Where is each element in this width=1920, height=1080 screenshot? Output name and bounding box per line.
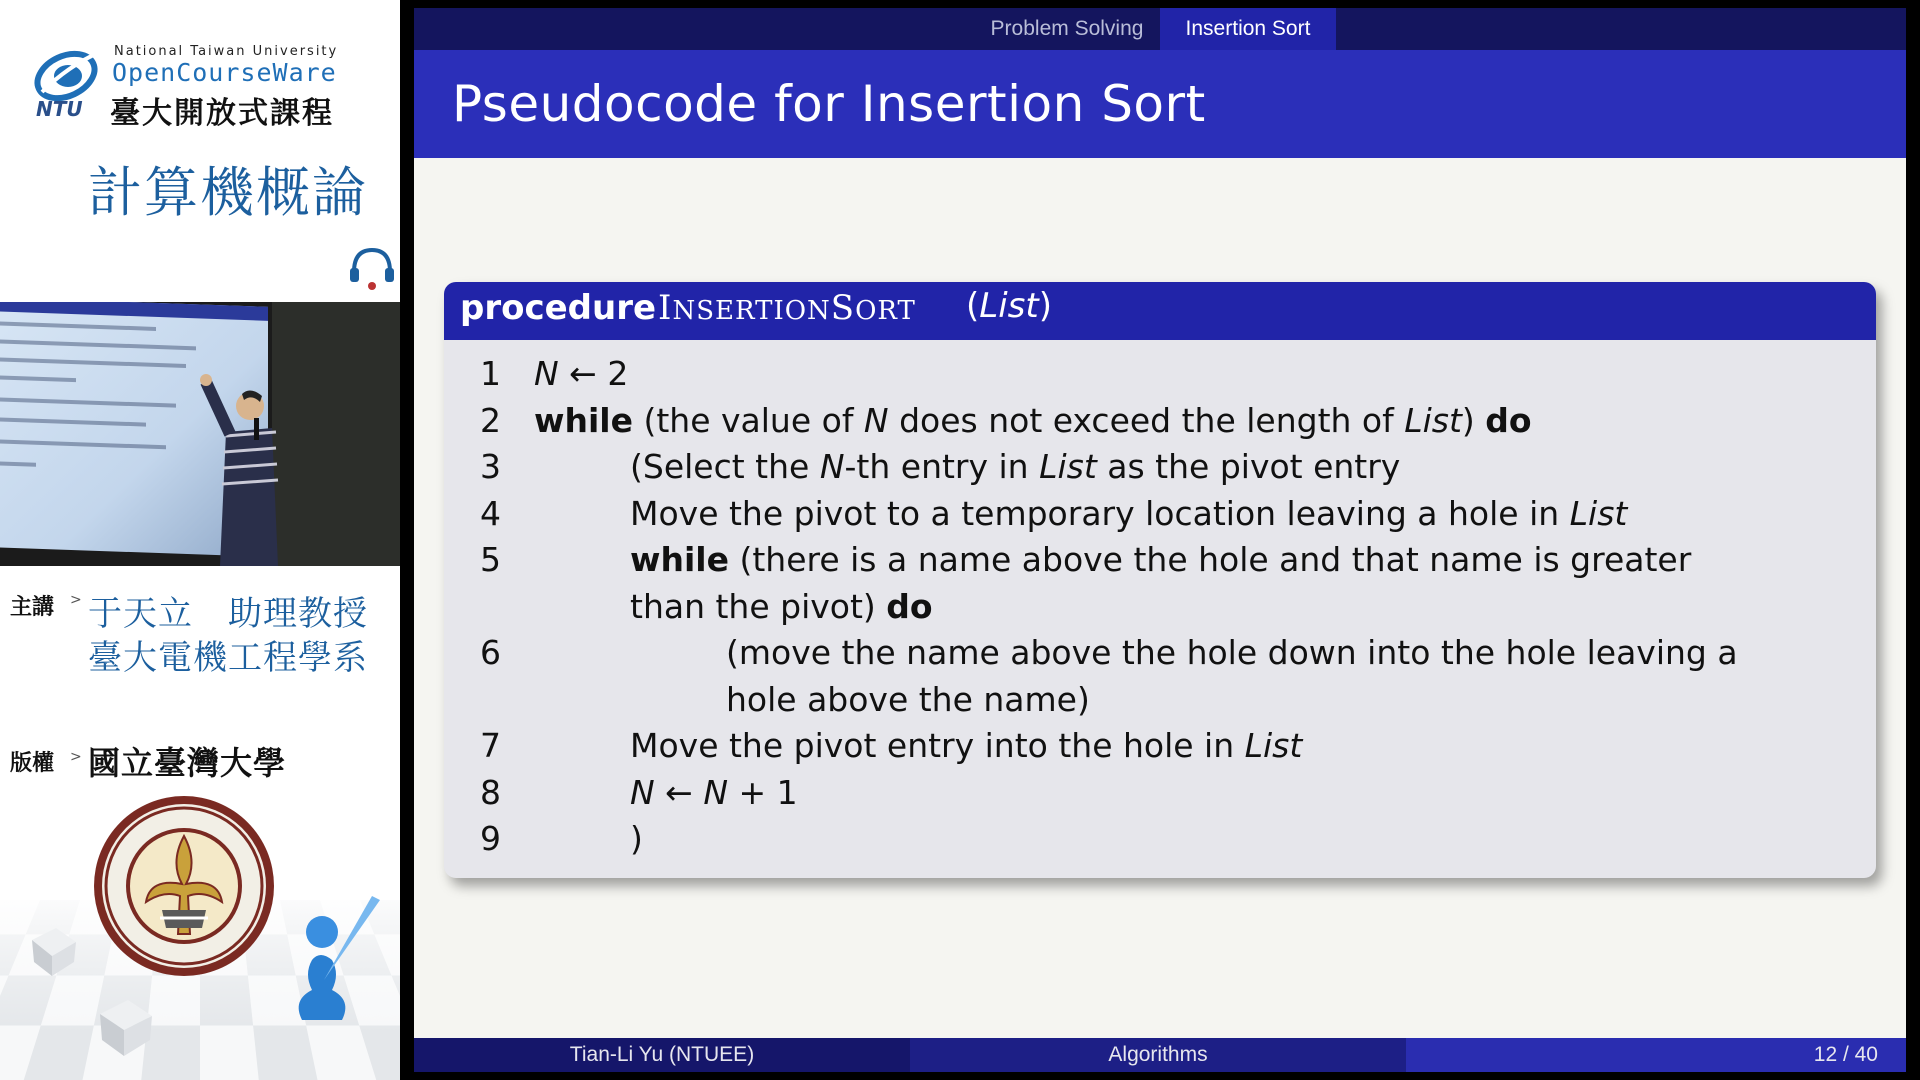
headset-icon	[346, 242, 398, 294]
code-line	[444, 726, 1876, 772]
code-text: ←	[654, 772, 704, 812]
footer-topic: Algorithms	[910, 1038, 1406, 1072]
code-keyword: do	[1485, 400, 1532, 440]
instructor-arrow: >	[70, 592, 82, 608]
line-text	[630, 494, 1627, 533]
nav-tab-problem-solving[interactable]: Problem Solving	[990, 17, 1144, 40]
copyright-arrow: >	[70, 749, 82, 765]
line-number: 3	[480, 447, 501, 486]
code-text: (the value of	[632, 400, 864, 440]
line-text	[630, 773, 798, 812]
copyright-label: 版權	[10, 751, 55, 776]
code-line	[444, 494, 1876, 540]
code-text: Move the pivot to a temporary location leaving a hole in	[630, 493, 1570, 533]
line-number: 5	[480, 540, 501, 579]
pawn-icon	[262, 880, 382, 1030]
line-number: 1	[480, 354, 501, 393]
line-text	[630, 540, 1691, 579]
code-keyword: do	[886, 586, 933, 626]
code-variable: N	[703, 772, 729, 812]
code-variable: N	[534, 354, 559, 393]
code-text: does not exceed the length of	[888, 400, 1405, 440]
lecturer-figure	[196, 372, 286, 566]
logo-ocw-chinese: 臺大開放式課程	[110, 96, 334, 131]
line-text	[630, 587, 933, 626]
code-text: (move the name above the hole down into the hole leaving a	[726, 633, 1738, 672]
code-text: (Select the	[630, 447, 820, 486]
procedure-block	[444, 282, 1876, 878]
procedure-keyword: procedure	[460, 288, 657, 328]
procedure-name: INSERTIONSORT	[658, 288, 916, 328]
line-text	[726, 680, 1090, 719]
footer-page-number: 12 / 40	[1406, 1038, 1906, 1072]
code-line	[444, 587, 1876, 633]
code-text: hole above the name)	[726, 679, 1090, 719]
course-title: 計算機概論	[88, 161, 368, 224]
code-line	[444, 354, 1876, 400]
code-text: )	[1461, 400, 1486, 440]
code-variable: N	[819, 447, 845, 486]
line-number: 6	[480, 633, 501, 672]
code-variable: List	[1039, 447, 1097, 486]
code-line	[444, 540, 1876, 586]
footer-author: Tian-Li Yu (NTUEE)	[414, 1038, 910, 1072]
code-variable: List	[1244, 726, 1303, 765]
code-variable: N	[863, 400, 889, 440]
code-keyword: while	[534, 400, 633, 440]
code-text: Move the pivot entry into the hole in	[630, 726, 1245, 765]
logo-university-name: National Taiwan University	[114, 44, 339, 59]
code-line	[444, 819, 1876, 865]
line-text	[630, 726, 1302, 765]
code-variable: List	[1569, 493, 1628, 533]
lecture-video	[0, 302, 400, 566]
slide-nav-bar	[414, 8, 1906, 50]
code-text: as the pivot entry	[1096, 447, 1401, 486]
code-text: + 1	[728, 772, 798, 812]
line-number: 9	[480, 819, 501, 858]
code-text: than the pivot)	[630, 586, 887, 626]
code-line	[444, 680, 1876, 726]
code-variable: N	[630, 772, 655, 812]
copyright-owner: 國立臺灣大學	[88, 744, 287, 782]
code-text: )	[630, 819, 643, 858]
code-line	[444, 773, 1876, 819]
svg-text:NTU: NTU	[36, 97, 83, 118]
line-text	[630, 447, 1400, 486]
instructor-label: 主講	[10, 595, 55, 620]
line-text	[630, 819, 643, 858]
line-number: 4	[480, 493, 501, 533]
ocw-side-panel	[0, 0, 400, 1080]
line-text	[534, 354, 628, 393]
code-line	[444, 447, 1876, 493]
code-text: ← 2	[558, 354, 629, 393]
code-line	[444, 401, 1876, 447]
line-number: 8	[480, 772, 501, 812]
ntu-seal-icon	[90, 792, 278, 980]
code-line	[444, 633, 1876, 679]
line-number: 7	[480, 726, 501, 765]
presentation-slide	[414, 8, 1906, 1072]
slide-footer	[414, 1038, 1906, 1072]
blackboard	[272, 302, 400, 566]
code-variable: List	[1404, 400, 1462, 440]
panel-divider	[400, 0, 414, 1080]
slide-title: Pseudocode for Insertion Sort	[452, 75, 1206, 133]
code-text: (there is a name above the hole and that name is greater	[728, 540, 1692, 579]
instructor-department: 臺大電機工程學系	[88, 638, 368, 678]
procedure-arguments: (List)	[966, 286, 1052, 326]
code-keyword: while	[630, 540, 729, 579]
code-text: -th entry in	[844, 447, 1040, 486]
cube-decoration	[22, 920, 82, 980]
ntu-logo-icon	[28, 46, 108, 118]
logo-ocw: OpenCourseWare	[112, 58, 337, 87]
line-number: 2	[480, 400, 501, 440]
line-text	[534, 401, 1532, 440]
procedure-header	[444, 282, 1876, 340]
nav-tab-insertion-sort[interactable]: Insertion Sort	[1160, 8, 1336, 50]
cube-decoration	[90, 990, 160, 1060]
line-text	[726, 633, 1738, 672]
instructor-name: 于天立 助理教授	[88, 594, 368, 634]
